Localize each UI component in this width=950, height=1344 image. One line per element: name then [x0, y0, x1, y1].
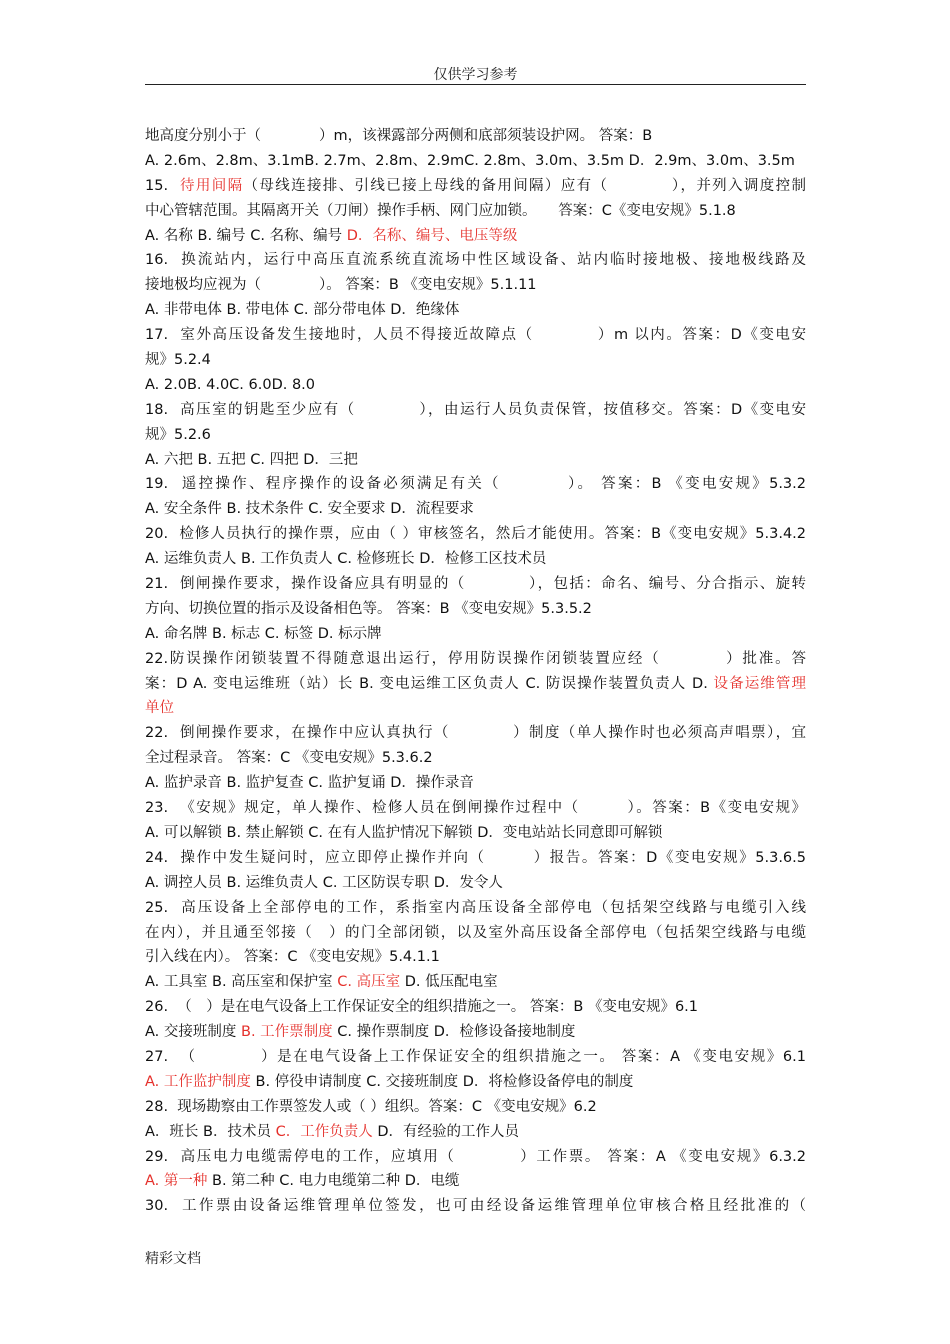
line-text: C. 操作票制度 D．检修设备接地制度 [332, 1024, 576, 1041]
line-text: （母线连接排、引线已接上母线的备用间隔）应有（ ），并列入调度控制 [243, 177, 806, 194]
text-line [145, 1045, 806, 1070]
text-line [145, 448, 806, 473]
text-line [145, 871, 806, 896]
line-text: A. 2.0B. 4.0C. 6.0D. 8.0 [145, 376, 316, 393]
text-line [145, 398, 806, 423]
text-line [145, 1145, 806, 1170]
text-line [145, 1169, 806, 1194]
text-line [145, 373, 806, 398]
highlighted-answer-text: A. 第一种 [145, 1173, 208, 1190]
line-text: 21. 倒闸操作要求，操作设备应具有明显的（ ），包括：命名、编号、分合指示、旋转 [145, 576, 806, 593]
line-text: 全过程录音。 答案：C 《变电安规》5.3.6.2 [145, 750, 433, 767]
line-text: 23. 《安规》规定，单人操作、检修人员在倒闸操作过程中（ ）。答案：B《变电安规》 [145, 800, 806, 817]
text-line [145, 248, 806, 273]
text-line [145, 199, 806, 224]
text-line [145, 1070, 806, 1095]
line-text: 26. （ ）是在电气设备上工作保证安全的组织措施之一。 答案：B 《变电安规》6.1 [145, 999, 699, 1016]
text-line [145, 1194, 806, 1219]
text-line [145, 522, 806, 547]
line-text: 在内），并且通至邻接（ ）的门全部闭锁，以及室外高压设备全部停电（包括架空线路与电缆 [145, 924, 806, 941]
text-line [145, 472, 806, 497]
text-line [145, 796, 806, 821]
text-line [145, 696, 806, 721]
text-line [145, 771, 806, 796]
text-line [145, 149, 806, 174]
line-text: B. 第二种 C. 电力电缆第二种 D．电缆 [207, 1173, 460, 1190]
text-line [145, 721, 806, 746]
line-text: 25. 高压设备上全部停电的工作，系指室内高压设备全部停电（包括架空线路与电缆引入线 [145, 899, 806, 916]
line-text: 接地极均应视为（ ）。 答案：B 《变电安规》5.1.11 [145, 277, 537, 294]
text-line [145, 298, 806, 323]
text-line [145, 1120, 806, 1145]
line-text: A. 安全条件 B. 技术条件 C. 安全要求 D．流程要求 [145, 501, 474, 518]
line-text: 规》5.2.6 [145, 426, 211, 443]
line-text: 30. 工作票由设备运维管理单位签发，也可由经设备运维管理单位审核合格且经批准的（ [145, 1198, 806, 1215]
text-line [145, 921, 806, 946]
text-line [145, 597, 806, 622]
line-text: 规》5.2.4 [145, 352, 211, 369]
text-line [145, 497, 806, 522]
line-text: A. 可以解锁 B. 禁止解锁 C. 在有人监护情况下解锁 D．变电站站长同意即可解锁 [145, 824, 663, 841]
highlighted-answer-text: 单位 [145, 700, 174, 717]
header-rule [145, 84, 806, 85]
highlighted-answer-text: B. 工作票制度 [241, 1024, 333, 1041]
text-line [145, 423, 806, 448]
line-text: 地高度分别小于（ ）m，该裸露部分两侧和底部须装设护网。 答案：B [145, 128, 653, 144]
highlighted-answer-text: C．工作负责人 [275, 1123, 373, 1140]
line-text: D. 低压配电室 [400, 974, 498, 991]
text-line [145, 1095, 806, 1120]
text-line [145, 348, 806, 373]
text-line [145, 995, 806, 1020]
line-text: 方向、切换位置的指示及设备相色等。 答案：B 《变电安规》5.3.5.2 [145, 600, 592, 617]
document-body [145, 124, 806, 1219]
highlighted-answer-text: C. 高压室 [337, 974, 401, 991]
line-text: 29. 高压电力电缆需停电的工作，应填用（ ）工作票。 答案：A 《变电安规》6.3.2 [145, 1148, 806, 1165]
text-line [145, 672, 806, 697]
line-text: A. 2.6m、2.8m、3.1mB. 2.7m、2.8m、2.9mC. 2.8m、3.0m、3.5m D．2.9m、3.0m、3.5m [145, 152, 795, 169]
text-line [145, 174, 806, 199]
line-text: B. 停役申请制度 C. 交接班制度 D．将检修设备停电的制度 [250, 1073, 634, 1090]
text-line [145, 224, 806, 249]
text-line [145, 124, 806, 149]
line-text: 引入线在内）。 答案：C 《变电安规》5.4.1.1 [145, 949, 440, 966]
line-text: A. 非带电体 B. 带电体 C. 部分带电体 D．绝缘体 [145, 302, 460, 319]
text-line [145, 572, 806, 597]
line-text: 24. 操作中发生疑问时，应立即停止操作并向（ ）报告。答案：D《变电安规》5.3.6.5 [145, 849, 806, 866]
text-line [145, 273, 806, 298]
highlighted-answer-text: 设备运维管理 [713, 675, 806, 692]
line-text: D．有经验的工作人员 [372, 1123, 519, 1140]
line-text: A. 名称 B. 编号 C. 名称、编号 [145, 227, 347, 244]
line-text: 中心管辖范围。其隔离开关（刀闸）操作手柄、网门应加锁。 答案：C《变电安规》5.1.8 [145, 202, 736, 219]
text-line [145, 746, 806, 771]
text-line [145, 821, 806, 846]
text-line [145, 323, 806, 348]
highlighted-answer-text: A. 工作监护制度 [145, 1073, 251, 1090]
line-text: 18. 高压室的钥匙至少应有（ ），由运行人员负责保管，按值移交。答案：D《变电安 [145, 401, 806, 418]
line-text: 28. 现场勘察由工作票签发人或（ ）组织。答案：C 《变电安规》6.2 [145, 1098, 597, 1115]
line-text: A. 监护录音 B. 监护复查 C. 监护复诵 D．操作录音 [145, 775, 474, 792]
line-text: 15. [145, 177, 181, 194]
page-footer: 精彩文档 [145, 1251, 201, 1267]
line-text: A. 命名牌 B. 标志 C. 标签 D. 标示牌 [145, 625, 382, 642]
line-text: 16. 换流站内，运行中高压直流系统直流场中性区域设备、站内临时接地极、接地极线路及 [145, 252, 806, 269]
highlighted-answer-text: 待用间隔 [180, 177, 244, 194]
line-text: 22. 倒闸操作要求，在操作中应认真执行（ ）制度（单人操作时也必须高声唱票），宜 [145, 725, 806, 742]
text-line [145, 622, 806, 647]
text-line [145, 647, 806, 672]
text-line [145, 970, 806, 995]
text-line [145, 1020, 806, 1045]
line-text: A. 调控人员 B. 运维负责人 C. 工区防误专职 D．发令人 [145, 874, 503, 891]
line-text: 案：D A. 变电运维班（站）长 B. 变电运维工区负责人 C. 防误操作装置负责人 D. [145, 675, 714, 692]
highlighted-answer-text: D．名称、编号、电压等级 [346, 227, 518, 244]
line-text: A. 运维负责人 B. 工作负责人 C. 检修班长 D．检修工区技术员 [145, 551, 547, 568]
line-text: 17. 室外高压设备发生接地时，人员不得接近故障点（ ）m 以内。答案：D《变电安 [145, 327, 806, 344]
text-line [145, 896, 806, 921]
page-header: 仅供学习参考 [433, 67, 518, 83]
line-text: A．班长 B．技术员 [145, 1123, 276, 1140]
line-text: A. 工具室 B. 高压室和保护室 [145, 974, 338, 991]
line-text: 20. 检修人员执行的操作票，应由（ ）审核签名，然后才能使用。答案：B《变电安规》5.3.4.2 [145, 526, 806, 543]
text-line [145, 945, 806, 970]
line-text: 19. 遥控操作、程序操作的设备必须满足有关（ ）。 答案：B 《变电安规》5.3.2 [145, 476, 806, 493]
line-text: 22.防误操作闭锁装置不得随意退出运行，停用防误操作闭锁装置应经（ ）批准。答 [145, 650, 806, 667]
line-text: A. 六把 B. 五把 C. 四把 D．三把 [145, 451, 358, 468]
line-text: 27. （ ）是在电气设备上工作保证安全的组织措施之一。 答案：A 《变电安规》6.1 [145, 1048, 806, 1065]
text-line [145, 846, 806, 871]
text-line [145, 547, 806, 572]
line-text: A. 交接班制度 [145, 1024, 241, 1041]
